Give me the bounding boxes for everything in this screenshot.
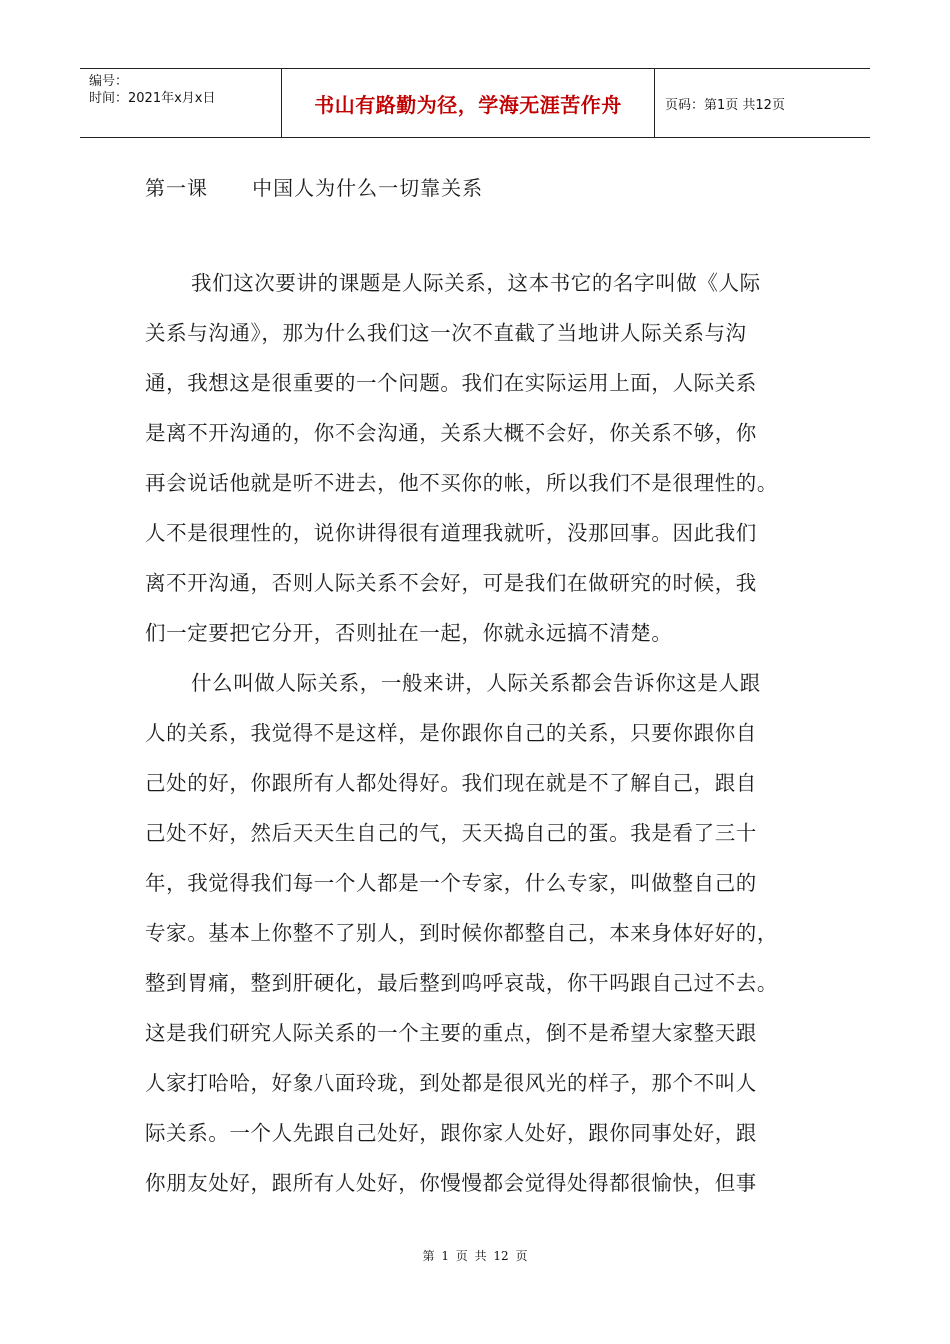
document-header — [80, 68, 870, 138]
paragraph-line: 这是我们研究人际关系的一个主要的重点，倒不是希望大家整天跟 — [145, 1021, 757, 1045]
paragraph-line: 己处不好，然后天天生自己的气，天天捣自己的蛋。我是看了三十 — [145, 821, 757, 845]
lesson-title: 第一课 中国人为什么一切靠关系 — [145, 176, 484, 200]
paragraph-line: 关系与沟通》，那为什么我们这一次不直截了当地讲人际关系与沟 — [145, 321, 747, 345]
header-meta-cell — [80, 69, 282, 137]
paragraph-line: 什么叫做人际关系，一般来讲，人际关系都会告诉你这是人跟 — [191, 671, 761, 695]
paragraph-line: 人不是很理性的，说你讲得很有道理我就听，没那回事。因此我们 — [145, 521, 757, 545]
body-paragraph-2 — [145, 668, 778, 1218]
header-page-info: 页码：第1页 共12页 — [665, 97, 785, 113]
paragraph-line: 己处的好，你跟所有人都处得好。我们现在就是不了解自己，跟自 — [145, 771, 757, 795]
paragraph-line: 整到胃痛，整到肝硬化，最后整到呜呼哀哉，你干吗跟自己过不去。 — [145, 971, 778, 995]
paragraph-line: 通，我想这是很重要的一个问题。我们在实际运用上面，人际关系 — [145, 371, 757, 395]
paragraph-line: 人的关系，我觉得不是这样，是你跟你自己的关系，只要你跟你自 — [145, 721, 757, 745]
paragraph-line: 际关系。一个人先跟自己处好，跟你家人处好，跟你同事处好，跟 — [145, 1121, 757, 1145]
document-date: 时间：2021年x月x日 — [89, 91, 216, 106]
page-footer: 第 1 页 共 12 页 — [422, 1249, 528, 1263]
paragraph-line: 人家打哈哈，好象八面玲珑，到处都是很风光的样子，那个不叫人 — [145, 1071, 757, 1095]
paragraph-line: 专家。基本上你整不了别人，到时候你都整自己，本来身体好好的， — [145, 921, 778, 945]
body-paragraph-1 — [145, 268, 778, 668]
paragraph-line: 你朋友处好，跟所有人处好，你慢慢都会觉得处得都很愉快，但事 — [145, 1171, 757, 1195]
header-page-cell — [655, 69, 870, 137]
paragraph-line: 我们这次要讲的课题是人际关系，这本书它的名字叫做《人际 — [191, 271, 761, 295]
paragraph-line: 是离不开沟通的，你不会沟通，关系大概不会好，你关系不够，你 — [145, 421, 757, 445]
paragraph-line: 年，我觉得我们每一个人都是一个专家，什么专家，叫做整自己的 — [145, 871, 757, 895]
document-number-label: 编号： — [89, 74, 129, 89]
header-motto: 书山有路勤为径，学海无涯苦作舟 — [314, 92, 622, 117]
paragraph-line: 再会说话他就是听不进去，他不买你的帐，所以我们不是很理性的。 — [145, 471, 778, 495]
header-motto-cell — [282, 69, 655, 137]
paragraph-line: 们一定要把它分开，否则扯在一起，你就永远搞不清楚。 — [145, 621, 673, 645]
paragraph-line: 离不开沟通，否则人际关系不会好，可是我们在做研究的时候，我 — [145, 571, 757, 595]
